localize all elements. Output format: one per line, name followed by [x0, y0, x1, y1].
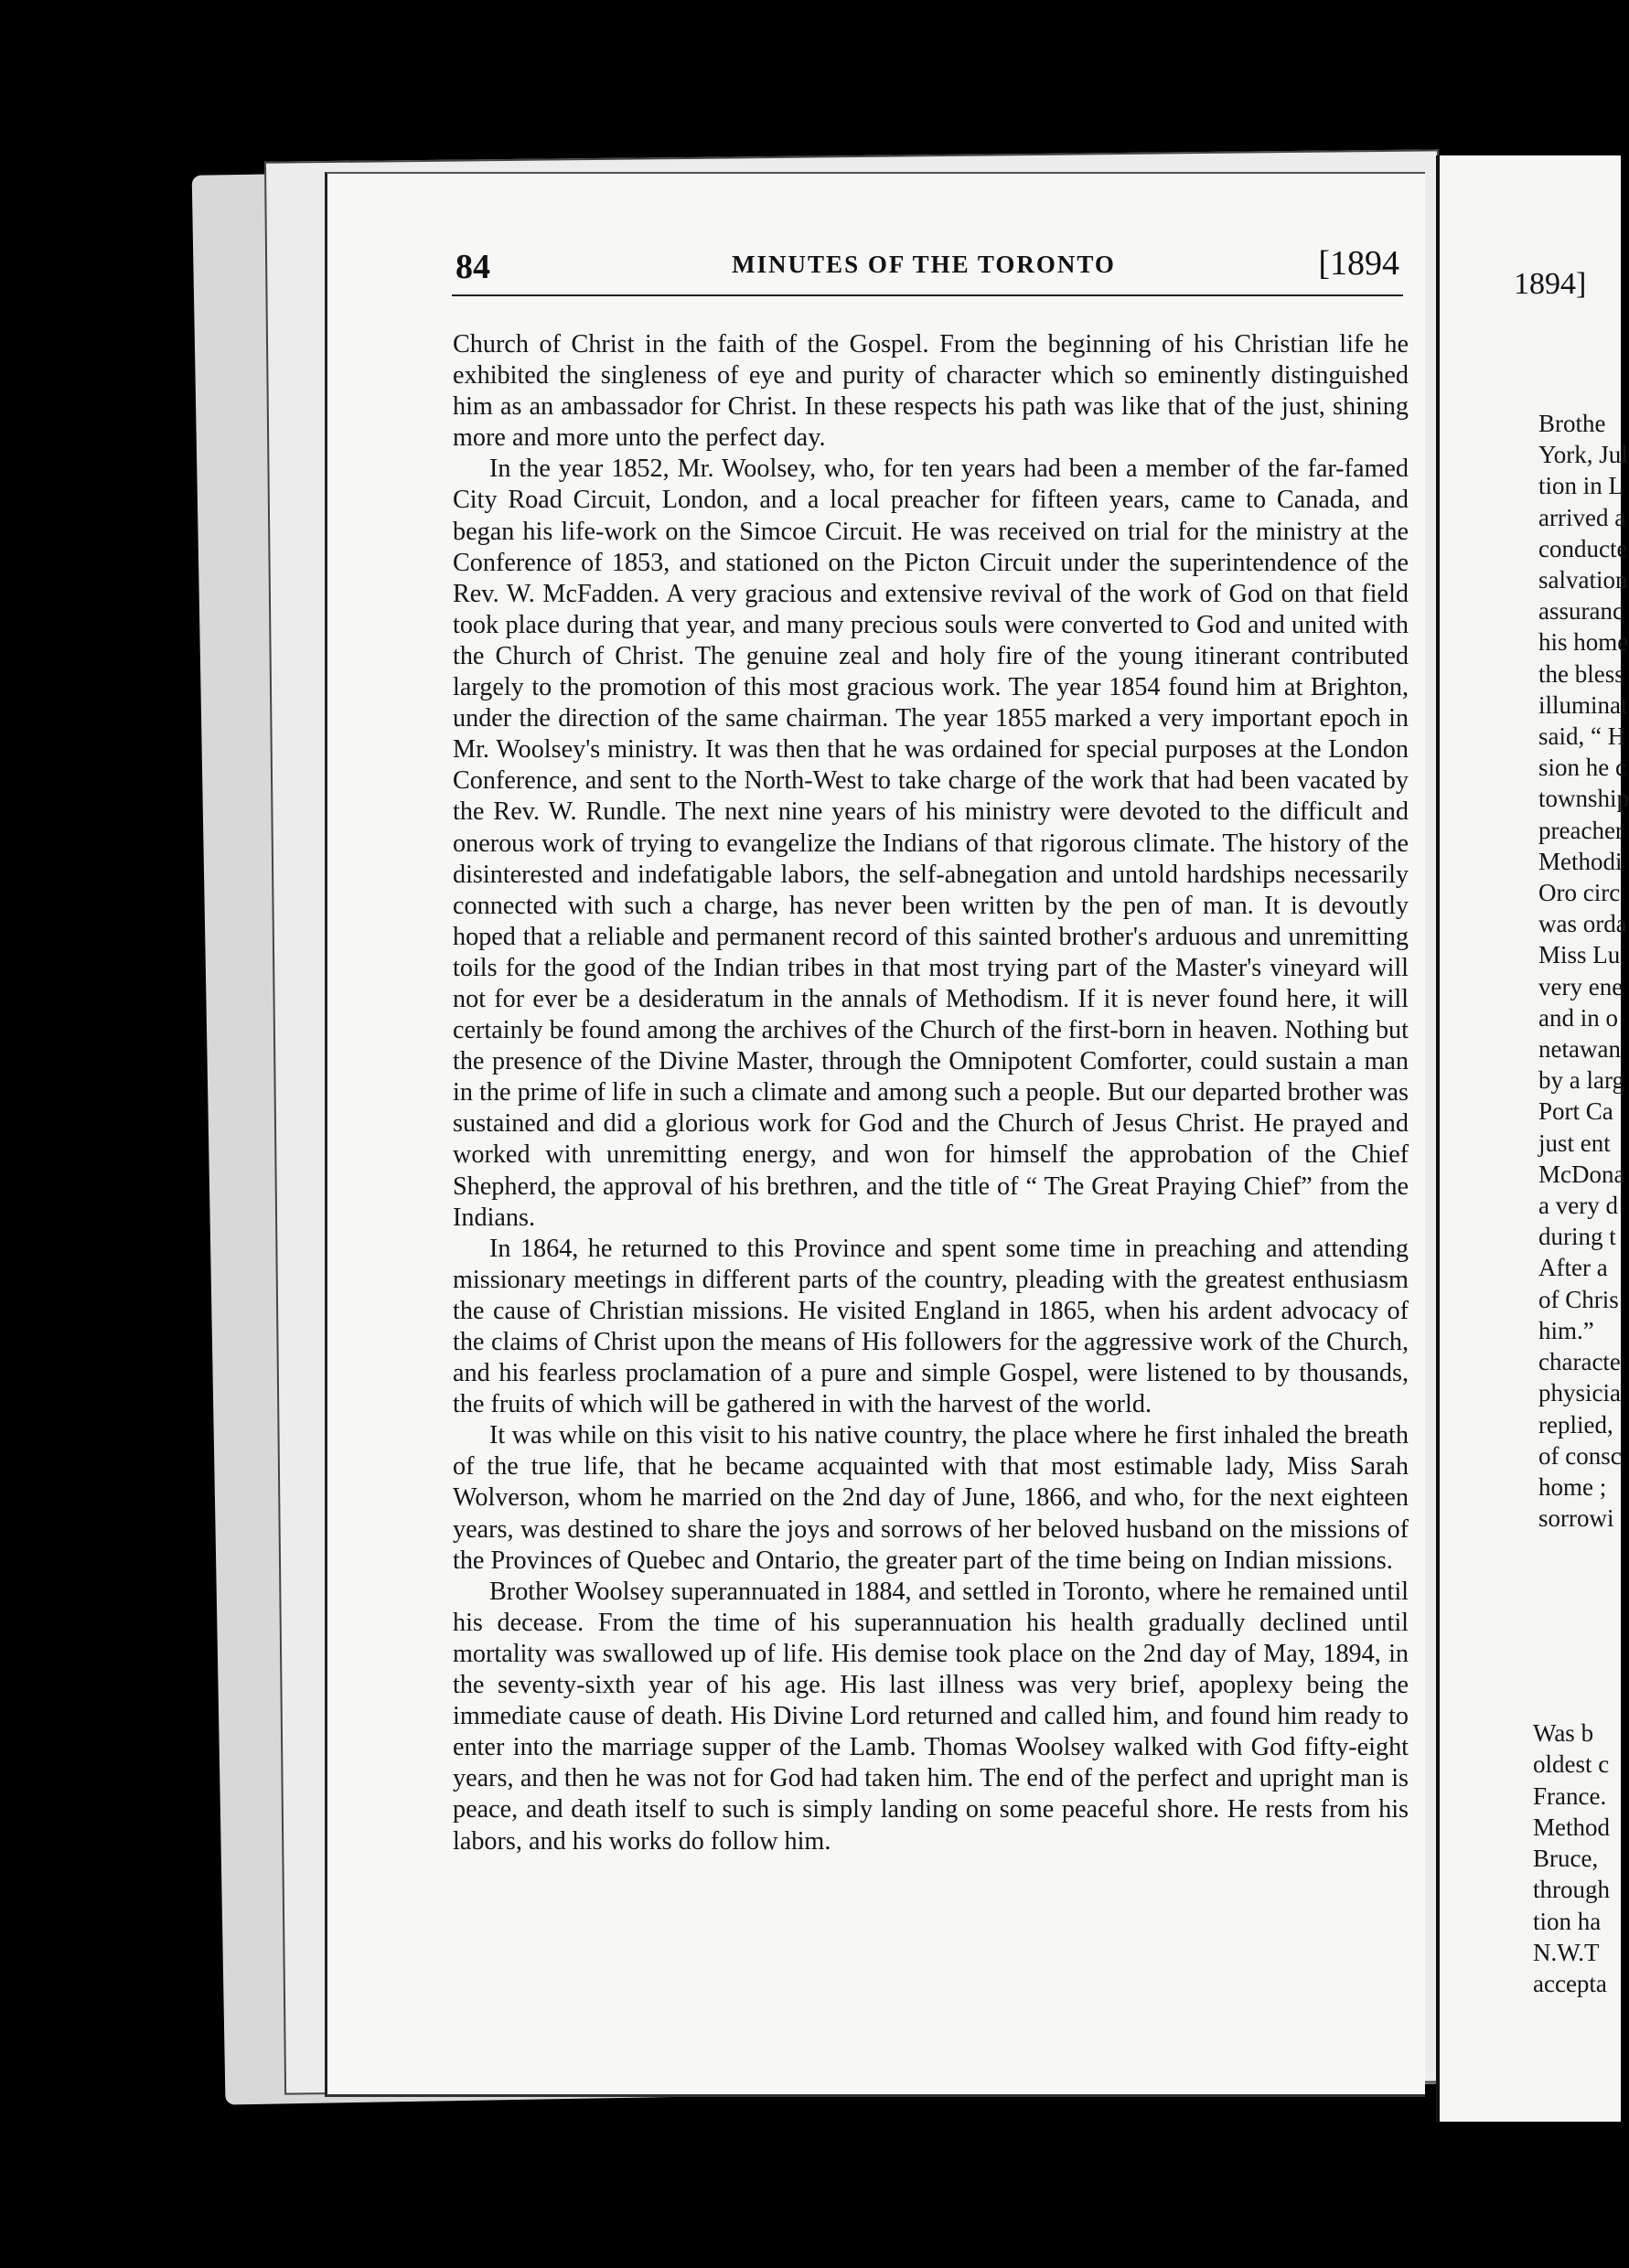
header-rule [452, 294, 1403, 296]
right-page-line: him.” [1538, 1316, 1594, 1344]
right-page-line: conducte [1538, 534, 1628, 562]
right-page-line: home ; [1538, 1472, 1607, 1501]
right-page-line: during t [1538, 1223, 1616, 1251]
header-year: [1894 [1318, 244, 1399, 283]
right-page-line: McDona [1538, 1160, 1625, 1188]
right-page-line: a very d [1538, 1192, 1618, 1220]
right-page-line: York, Jul [1538, 441, 1628, 469]
right-page-line: physicia [1538, 1379, 1621, 1407]
right-page-line: After a [1538, 1254, 1608, 1282]
right-page-line: his home [1538, 628, 1629, 657]
right-page-line: and in o [1538, 1003, 1618, 1032]
right-page-line: Bruce, [1533, 1845, 1599, 1873]
right-page-line: netawan [1538, 1035, 1621, 1064]
right-page-line: N.W.T [1533, 1939, 1600, 1967]
right-page-line: characte [1538, 1348, 1621, 1376]
paragraph: Church of Christ in the faith of the Gospel. From the beginning of his Christian life he exhibited the singleness of eye and purity of character which so eminently distinguished him as an ambassador for Christ. In these respects his path was like that of the just, shining more and more unto the perfect day. [453, 330, 1409, 453]
paragraph: It was while on this visit to his native country, the place where he first inhaled the breath of the true life, that he became acquainted with that most estimable lady, Miss Sarah Wolverson, whom he married on the 2nd day of June, 1866, and who, for the next eighteen years, was destined to share the joys and sorrows of her beloved husband on the missions of the Provinces of Quebec and Ontario, the greater part of the time being on Indian missions. [453, 1421, 1409, 1575]
right-page-column-top [1538, 408, 1629, 1534]
paragraph: In the year 1852, Mr. Woolsey, who, for ten years had been a member of the far-famed City Road Circuit, London, and a local preacher for fifteen years, came to Canada, and began his life-work on the Simcoe Circuit. He was received on trial for the ministry at the Conference of 1853, and stationed on the Picton Circuit under the superintendence of the Rev. W. McFadden. A very gracious and extensive revival of the work of God on that field took place during that year, and many precious souls were converted to God and united with the Church of Christ. The genuine zeal and holy fire of the young itinerant contributed largely to the promotion of this most gracious work. The year 1854 found him at Brighton, under the direction of the same chairman. The year 1855 marked a very important epoch in Mr. Woolsey's ministry. It was then that he was ordained for special purposes at the London Conference, and sent to the North-West to take charge of the work that had been vacated by the Rev. W. Rundle. The next nine years of his ministry were devoted to the difficult and onerous work of trying to evangelize the Indians of that rigorous climate. The history of the disinterested and indefatigable labors, the self-abnegation and untold hardships necessarily connected with such a charge, has never been written by the pen of man. It is devoutly hoped that a reliable and permanent record of this sainted brother's arduous and unremitting toils for the good of the Indian tribes in that most trying part of the Master's vineyard will not for ever be a desideratum in the annals of Methodism. If it is never found here, it will certainly be found among the archives of the Church of the first-born in heaven. Nothing but the presence of the Divine Master, through the Omnipotent Comforter, could sustain a man in the prime of life in such a climate and among such a people. But our departed brother was sustained and did a glorious work for God and the Church of Jesus Christ. He prayed and worked with unremitting energy, and won for himself the approbation of the Chief Shepherd, the approval of his brethren, and the title of “ The Great Praying Chief” from the Indians. [453, 455, 1409, 1232]
right-page-line: replied, [1538, 1410, 1613, 1439]
page-number: 84 [455, 248, 490, 286]
right-page-line: was orda [1538, 910, 1627, 938]
right-page-column-bottom [1533, 1717, 1620, 2000]
right-page-line: Methodi [1538, 847, 1623, 875]
right-page-line: Oro circ [1538, 879, 1621, 907]
right-page-line: tion ha [1533, 1907, 1602, 1935]
right-page-line: illuminat [1538, 690, 1628, 719]
right-page-line: arrived a [1538, 503, 1626, 531]
right-page-line: tion in L [1538, 472, 1624, 500]
right-page-line: Port Ca [1538, 1097, 1613, 1126]
right-page-line: just ent [1538, 1129, 1611, 1157]
right-page-line: France. [1533, 1781, 1607, 1810]
right-page-line: preacher [1538, 816, 1624, 844]
right-page-line: the bless [1538, 659, 1624, 688]
right-page-line: assuranc [1538, 597, 1624, 626]
main-text [453, 329, 1409, 1857]
right-page-line: oldest c [1533, 1750, 1610, 1779]
page-header [448, 240, 1399, 285]
right-page-line: accepta [1533, 1970, 1607, 1998]
right-page-line: by a larg [1538, 1066, 1624, 1095]
right-page-line: of Chris [1538, 1285, 1619, 1313]
right-page-line: sorrowi [1538, 1504, 1614, 1533]
right-page-line: very ene [1538, 972, 1624, 1000]
right-page-year: 1894] [1514, 267, 1587, 301]
right-page-line: said, “ H [1538, 722, 1626, 751]
right-page-line: sion he c [1538, 754, 1626, 782]
right-page-line: of consc [1538, 1441, 1622, 1470]
right-page-line: township [1538, 785, 1629, 813]
right-page-line: salvation [1538, 566, 1628, 594]
right-page-line: Miss Lu [1538, 941, 1621, 969]
paragraph: Brother Woolsey superannuated in 1884, and settled in Toronto, where he remained until his decease. From the time of his superannuation his health gradually declined until mortality was swallowed up of life. His demise took place on the 2nd day of May, 1894, in the seventy-sixth year of his age. His last illness was very brief, apoplexy being the immediate cause of death. His Divine Lord returned and called him, and found him ready to enter into the marriage supper of the Lamb. Thomas Woolsey walked with God fifty-eight years, and then he was not for God had taken him. The end of the perfect and upright man is peace, and death itself to such is simply landing on some peaceful shore. He rests from his labors, and his works do follow him. [453, 1577, 1409, 1856]
right-page-line: Brothe [1538, 410, 1606, 437]
right-page-line: Was b [1533, 1719, 1594, 1747]
right-page-line: through [1533, 1876, 1610, 1904]
right-page-line: Method [1533, 1813, 1610, 1841]
running-title: MINUTES OF THE TORONTO [732, 251, 1116, 278]
paragraph: In 1864, he returned to this Province and spent some time in preaching and attending missionary meetings in different parts of the country, pleading with the greatest enthusiasm the cause of Christian missions. He visited England in 1865, when his ardent advocacy of the claims of Christ upon the means of His followers for the aggressive work of the Church, and his fearless proclamation of a pure and simple Gospel, were listened to by thousands, the fruits of which will be gathered in with the harvest of the world. [453, 1234, 1409, 1419]
